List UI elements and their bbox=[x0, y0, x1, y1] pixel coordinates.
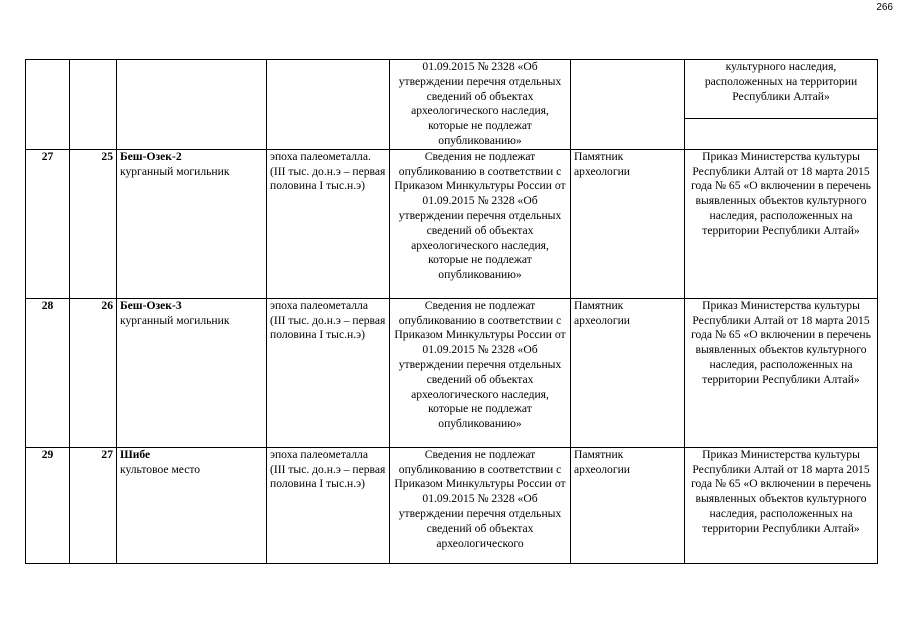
cell-index bbox=[26, 60, 70, 150]
cell-dating: эпоха палеометалла (III тыс. до.н.э – первая половина I тыс.н.э) bbox=[267, 298, 390, 447]
cell-number: 26 bbox=[70, 298, 117, 447]
table-row bbox=[26, 149, 878, 298]
table-row-continuation bbox=[26, 60, 878, 150]
cell-kind: Памятник археологии bbox=[571, 447, 685, 563]
object-name: Шибе bbox=[120, 447, 151, 461]
cell-document bbox=[685, 60, 878, 150]
document-empty-subcell bbox=[685, 118, 877, 148]
cell-index: 29 bbox=[26, 447, 70, 563]
cell-name bbox=[117, 447, 267, 563]
cell-category: Сведения не подлежат опубликованию в соответствии с Приказом Минкультуры России от 01.09.2015 № 2328 «Об утверждении перечня отдельных сведений об объектах археологического наследия, которые не подлежат опубликованию» bbox=[390, 298, 571, 447]
object-type: курганный могильник bbox=[120, 313, 230, 327]
cell-number: 25 bbox=[70, 149, 117, 298]
object-type: курганный могильник bbox=[120, 164, 230, 178]
cell-kind: Памятник археологии bbox=[571, 149, 685, 298]
cell-dating: эпоха палеометалла. (III тыс. до.н.э – первая половина I тыс.н.э) bbox=[267, 149, 390, 298]
cell-name bbox=[117, 60, 267, 150]
object-name: Беш-Озек-3 bbox=[120, 298, 182, 312]
cell-category: 01.09.2015 № 2328 «Об утверждении перечня отдельных сведений об объектах археологического наследия, которые не подлежат опубликованию» bbox=[390, 60, 571, 150]
cell-index: 27 bbox=[26, 149, 70, 298]
cell-number: 27 bbox=[70, 447, 117, 563]
cell-dating: эпоха палеометалла (III тыс. до.н.э – первая половина I тыс.н.э) bbox=[267, 447, 390, 563]
cell-index: 28 bbox=[26, 298, 70, 447]
cell-document: Приказ Министерства культуры Республики Алтай от 18 марта 2015 года № 65 «О включении в перечень выявленных объектов культурного наследия, расположенных на территории Республики Алтай» bbox=[685, 149, 878, 298]
object-name: Беш-Озек-2 bbox=[120, 149, 182, 163]
cell-document: Приказ Министерства культуры Республики Алтай от 18 марта 2015 года № 65 «О включении в перечень выявленных объектов культурного наследия, расположенных на территории Республики Алтай» bbox=[685, 298, 878, 447]
cell-kind bbox=[571, 60, 685, 150]
cell-kind: Памятник археологии bbox=[571, 298, 685, 447]
cell-name bbox=[117, 149, 267, 298]
cell-dating bbox=[267, 60, 390, 150]
table-row bbox=[26, 298, 878, 447]
page-number: 266 bbox=[876, 2, 893, 13]
table-row bbox=[26, 447, 878, 563]
document-text: культурного наследия, расположенных на территории Республики Алтай» bbox=[704, 60, 858, 103]
cell-category: Сведения не подлежат опубликованию в соответствии с Приказом Минкультуры России от 01.09.2015 № 2328 «Об утверждении перечня отдельных сведений об объектах археологического bbox=[390, 447, 571, 563]
cell-name bbox=[117, 298, 267, 447]
cell-number bbox=[70, 60, 117, 150]
cell-category: Сведения не подлежат опубликованию в соответствии с Приказом Минкультуры России от 01.09.2015 № 2328 «Об утверждении перечня отдельных сведений об объектах археологического наследия, которые не подлежат опубликованию» bbox=[390, 149, 571, 298]
object-type: культовое место bbox=[120, 462, 201, 476]
cell-document: Приказ Министерства культуры Республики Алтай от 18 марта 2015 года № 65 «О включении в перечень выявленных объектов культурного наследия, расположенных на территории Республики Алтай» bbox=[685, 447, 878, 563]
heritage-registry-table bbox=[25, 59, 878, 564]
